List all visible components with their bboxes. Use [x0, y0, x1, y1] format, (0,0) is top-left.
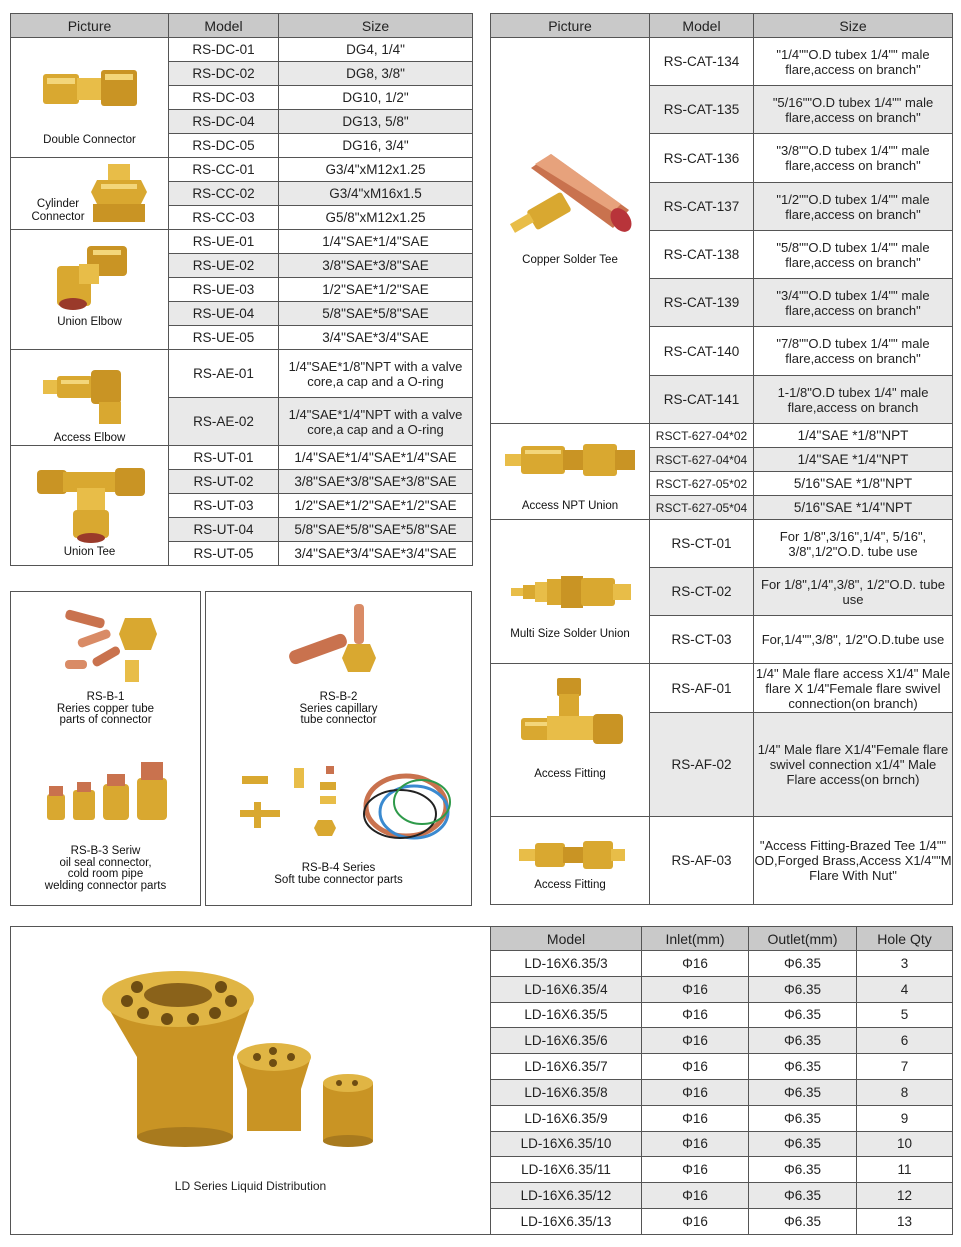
col-header-size: Size: [754, 14, 953, 38]
size-cell: DG16, 3/4": [279, 134, 473, 158]
rs-b-3-label: [11, 846, 200, 892]
size-cell: 3/4"SAE*3/4"SAE: [279, 326, 473, 350]
ld-outlet-cell: Φ6.35: [749, 1131, 857, 1157]
size-cell: "3/8""O.D tubex 1/4"" male flare,access on branch": [754, 134, 953, 183]
access-fitting-brazed-label: Access Fitting: [534, 879, 606, 891]
size-cell: G3/4"xM12x1.25: [279, 158, 473, 182]
size-cell: 1/2"SAE*1/2"SAE*1/2"SAE: [279, 494, 473, 518]
soft-tube-connector-parts-image: [236, 762, 462, 846]
size-cell: 1/4"SAE*1/8"NPT with a valve core,a cap and a O-ring: [279, 350, 473, 398]
model-cell: RS-AF-02: [650, 713, 754, 817]
ld-inlet-cell: Φ16: [642, 1028, 749, 1054]
model-cell: RS-AF-03: [650, 817, 754, 905]
size-cell: G3/4"xM16x1.5: [279, 182, 473, 206]
model-cell: RS-CAT-140: [650, 327, 754, 376]
label-line: Soft tube connector parts: [274, 873, 403, 886]
cylinder-connector-image: [83, 162, 157, 226]
model-cell: RS-CAT-139: [650, 279, 754, 327]
ld-hole-qty-cell: 6: [857, 1028, 953, 1054]
picture-double-connector: [11, 38, 169, 158]
picture-access-fitting-tee: [491, 664, 650, 817]
ld-outlet-cell: Φ6.35: [749, 1054, 857, 1080]
label-line: parts of connector: [59, 714, 152, 726]
size-cell: "1/2""O.D tubex 1/4"" male flare,access on branch": [754, 183, 953, 231]
model-cell: RSCT-627-05*04: [650, 496, 754, 520]
parts-box-right: [205, 591, 472, 906]
ld-inlet-cell: Φ16: [642, 1105, 749, 1131]
rs-b-4-label: [206, 863, 471, 886]
label-line: RS-B-3 Seriw: [70, 845, 141, 857]
model-cell: RS-AE-01: [169, 350, 279, 398]
ld-table-row: [491, 1079, 953, 1105]
model-cell: RS-DC-03: [169, 86, 279, 110]
size-cell: 5/8"SAE*5/8"SAE: [279, 302, 473, 326]
copper-tube-parts-image: [55, 600, 159, 686]
ld-hole-qty-cell: 8: [857, 1079, 953, 1105]
ld-table-row: [491, 1208, 953, 1234]
size-cell: 1/4''SAE *1/4''NPT: [754, 448, 953, 472]
access-fitting-tee-image: [517, 676, 627, 762]
model-cell: RS-DC-05: [169, 134, 279, 158]
ld-spec-table: [490, 926, 953, 1235]
ld-outlet-cell: Φ6.35: [749, 976, 857, 1002]
size-cell: 1/2"SAE*1/2"SAE: [279, 278, 473, 302]
rs-b-1-label: [11, 692, 200, 727]
ld-table-row: [491, 951, 953, 977]
ld-hole-qty-cell: 3: [857, 951, 953, 977]
ld-inlet-cell: Φ16: [642, 976, 749, 1002]
model-cell: RS-UT-04: [169, 518, 279, 542]
ld-table-row: [491, 976, 953, 1002]
ld-hole-qty-cell: 13: [857, 1208, 953, 1234]
model-cell: RS-UT-01: [169, 446, 279, 470]
ld-table-row: [491, 1157, 953, 1183]
model-cell: RS-CAT-136: [650, 134, 754, 183]
ld-table-row: [491, 1002, 953, 1028]
ld-table-row: [491, 1183, 953, 1209]
double-connector-label: Double Connector: [43, 134, 136, 146]
size-cell: 3/4"SAE*3/4"SAE*3/4"SAE: [279, 542, 473, 566]
ld-hole-qty-cell: 10: [857, 1131, 953, 1157]
model-cell: RS-DC-02: [169, 62, 279, 86]
union-tee-image: [33, 458, 149, 544]
model-cell: RS-CC-01: [169, 158, 279, 182]
size-cell: 5/8"SAE*5/8"SAE*5/8"SAE: [279, 518, 473, 542]
size-cell: "3/4""O.D tubex 1/4"" male flare,access on branch": [754, 279, 953, 327]
ld-model-cell: LD-16X6.35/7: [491, 1054, 642, 1080]
model-cell: RS-UE-05: [169, 326, 279, 350]
ld-header-inlet: Inlet(mm): [642, 927, 749, 951]
ld-hole-qty-cell: 7: [857, 1054, 953, 1080]
size-cell: 1/4" Male flare X1/4"Female flare swivel connection x1/4" Male Flare access(on brnch): [754, 713, 953, 817]
size-cell: For,1/4"",3/8", 1/2"O.D.tube use: [754, 616, 953, 664]
label-line: RS-B-2: [319, 691, 358, 703]
capillary-tube-connector-image: [284, 600, 392, 680]
ld-picture-box: [10, 926, 491, 1235]
ld-table-row: [491, 1131, 953, 1157]
size-cell: G5/8"xM12x1.25: [279, 206, 473, 230]
ld-table-row: [491, 1105, 953, 1131]
model-cell: RS-UT-03: [169, 494, 279, 518]
size-cell: 1/4"SAE*1/4"SAE*1/4"SAE: [279, 446, 473, 470]
access-fitting-label: Access Fitting: [534, 768, 606, 780]
picture-copper-solder-tee: [491, 38, 650, 424]
model-cell: RS-CT-03: [650, 616, 754, 664]
ld-inlet-cell: Φ16: [642, 1054, 749, 1080]
ld-header-model: Model: [491, 927, 642, 951]
size-cell: "1/4""O.D tubex 1/4"" male flare,access on branch": [754, 38, 953, 86]
size-cell: For 1/8",3/16",1/4", 5/16", 3/8",1/2"O.D. tube use: [754, 520, 953, 568]
ld-header-hole-qty: Hole Qty: [857, 927, 953, 951]
model-cell: RS-UE-04: [169, 302, 279, 326]
right-fittings-table: [490, 13, 953, 905]
label-line: Series capillary: [299, 702, 378, 715]
access-elbow-image: [39, 358, 143, 430]
size-cell: 1/4" Male flare access X1/4" Male flare X 1/4"Female flare swivel connection(on branch): [754, 664, 953, 713]
ld-outlet-cell: Φ6.35: [749, 1208, 857, 1234]
liquid-distributor-image: [97, 961, 387, 1161]
ld-model-cell: LD-16X6.35/13: [491, 1208, 642, 1234]
col-header-model: Model: [650, 14, 754, 38]
access-elbow-label: Access Elbow: [53, 432, 126, 444]
ld-model-cell: LD-16X6.35/4: [491, 976, 642, 1002]
model-cell: RS-UT-05: [169, 542, 279, 566]
model-cell: RS-CT-01: [650, 520, 754, 568]
label-line: Reries copper tube: [56, 702, 155, 715]
size-cell: 1/4"SAE*1/4"SAE: [279, 230, 473, 254]
ld-model-cell: LD-16X6.35/9: [491, 1105, 642, 1131]
ld-header-outlet: Outlet(mm): [749, 927, 857, 951]
picture-access-fitting-brazed: [491, 817, 650, 905]
multi-size-solder-union-image: [509, 570, 633, 614]
ld-inlet-cell: Φ16: [642, 1208, 749, 1234]
ld-hole-qty-cell: 4: [857, 976, 953, 1002]
label-line: tube connector: [300, 714, 377, 726]
model-cell: RS-UE-01: [169, 230, 279, 254]
multi-size-solder-union-label: Multi Size Solder Union: [510, 628, 630, 640]
model-cell: RS-CC-02: [169, 182, 279, 206]
ld-model-cell: LD-16X6.35/3: [491, 951, 642, 977]
model-cell: RS-CT-02: [650, 568, 754, 616]
model-cell: RS-CAT-134: [650, 38, 754, 86]
union-tee-label: Union Tee: [63, 546, 116, 558]
model-cell: RS-CAT-135: [650, 86, 754, 134]
size-cell: 1/4"SAE*1/4"NPT with a valve core,a cap and a O-ring: [279, 398, 473, 446]
ld-table-body: [491, 951, 953, 1235]
copper-solder-tee-image: [501, 148, 641, 248]
ld-table-row: [491, 1054, 953, 1080]
ld-outlet-cell: Φ6.35: [749, 1157, 857, 1183]
ld-outlet-cell: Φ6.35: [749, 1002, 857, 1028]
size-cell: DG13, 5/8": [279, 110, 473, 134]
access-npt-union-label: Access NPT Union: [521, 500, 619, 512]
model-cell: RSCT-627-04*04: [650, 448, 754, 472]
access-fitting-brazed-image: [517, 835, 627, 875]
ld-model-cell: LD-16X6.35/12: [491, 1183, 642, 1209]
size-cell: For 1/8",1/4",3/8", 1/2"O.D. tube use: [754, 568, 953, 616]
col-header-picture: Picture: [491, 14, 650, 38]
label-line: RS-B-4 Series: [301, 862, 376, 874]
model-cell: RSCT-627-04*02: [650, 424, 754, 448]
ld-table-row: [491, 1028, 953, 1054]
ld-hole-qty-cell: 12: [857, 1183, 953, 1209]
ld-outlet-cell: Φ6.35: [749, 1079, 857, 1105]
picture-union-elbow: [11, 230, 169, 350]
model-cell: RSCT-627-05*02: [650, 472, 754, 496]
ld-outlet-cell: Φ6.35: [749, 951, 857, 977]
ld-outlet-cell: Φ6.35: [749, 1028, 857, 1054]
union-elbow-label: Union Elbow: [57, 316, 122, 328]
ld-inlet-cell: Φ16: [642, 1079, 749, 1105]
col-header-model: Model: [169, 14, 279, 38]
size-cell: 1-1/8"O.D tubex 1/4" male flare,access on branch: [754, 376, 953, 424]
access-npt-union-image: [503, 438, 637, 482]
union-elbow-image: [47, 238, 137, 314]
model-cell: RS-AE-02: [169, 398, 279, 446]
ld-model-cell: LD-16X6.35/10: [491, 1131, 642, 1157]
double-connector-image: [35, 48, 145, 123]
rs-b-2-label: [206, 692, 471, 727]
size-cell: DG4, 1/4": [279, 38, 473, 62]
ld-model-cell: LD-16X6.35/8: [491, 1079, 642, 1105]
model-cell: RS-AF-01: [650, 664, 754, 713]
ld-inlet-cell: Φ16: [642, 1002, 749, 1028]
ld-inlet-cell: Φ16: [642, 1157, 749, 1183]
size-cell: "5/8""O.D tubex 1/4"" male flare,access on branch": [754, 231, 953, 279]
size-cell: 5/16''SAE *1/4''NPT: [754, 496, 953, 520]
cylinder-connector-label: Cylinder Connector: [31, 198, 85, 223]
ld-caption: LD Series Liquid Distribution: [174, 1179, 327, 1193]
size-cell: 5/16''SAE *1/8''NPT: [754, 472, 953, 496]
picture-union-tee: [11, 446, 169, 566]
label-line: oil seal connector,: [59, 856, 152, 869]
ld-outlet-cell: Φ6.35: [749, 1105, 857, 1131]
ld-hole-qty-cell: 9: [857, 1105, 953, 1131]
model-cell: RS-DC-01: [169, 38, 279, 62]
ld-model-cell: LD-16X6.35/11: [491, 1157, 642, 1183]
picture-access-elbow: [11, 350, 169, 446]
size-cell: DG8, 3/8": [279, 62, 473, 86]
size-cell: 1/4''SAE *1/8''NPT: [754, 424, 953, 448]
model-cell: RS-CAT-138: [650, 231, 754, 279]
ld-outlet-cell: Φ6.35: [749, 1183, 857, 1209]
ld-inlet-cell: Φ16: [642, 951, 749, 977]
label-line: cold room pipe: [67, 868, 144, 880]
col-header-size: Size: [279, 14, 473, 38]
model-cell: RS-CAT-141: [650, 376, 754, 424]
model-cell: RS-CAT-137: [650, 183, 754, 231]
size-cell: "Access Fitting-Brazed Tee 1/4"" OD,Forged Brass,Access X1/4""M Flare With Nut": [754, 817, 953, 905]
ld-inlet-cell: Φ16: [642, 1183, 749, 1209]
size-cell: 3/8"SAE*3/8"SAE*3/8"SAE: [279, 470, 473, 494]
ld-hole-qty-cell: 11: [857, 1157, 953, 1183]
label-line: RS-B-1: [86, 691, 125, 703]
picture-multi-size-solder-union: [491, 520, 650, 664]
size-cell: "7/8""O.D tubex 1/4"" male flare,access on branch": [754, 327, 953, 376]
ld-model-cell: LD-16X6.35/6: [491, 1028, 642, 1054]
left-fittings-table: [10, 13, 473, 566]
size-cell: "5/16""O.D tubex 1/4"" male flare,access on branch": [754, 86, 953, 134]
model-cell: RS-CC-03: [169, 206, 279, 230]
size-cell: DG10, 1/2": [279, 86, 473, 110]
col-header-picture: Picture: [11, 14, 169, 38]
model-cell: RS-UT-02: [169, 470, 279, 494]
size-cell: 3/8"SAE*3/8"SAE: [279, 254, 473, 278]
model-cell: RS-DC-04: [169, 110, 279, 134]
picture-cylinder-connector: [11, 158, 169, 230]
oil-seal-connector-image: [41, 760, 175, 826]
picture-access-npt-union: [491, 424, 650, 520]
label-line: welding connector parts: [44, 879, 167, 892]
model-cell: RS-UE-02: [169, 254, 279, 278]
parts-box-left: [10, 591, 201, 906]
copper-solder-tee-label: Copper Solder Tee: [522, 254, 618, 266]
ld-hole-qty-cell: 5: [857, 1002, 953, 1028]
ld-model-cell: LD-16X6.35/5: [491, 1002, 642, 1028]
model-cell: RS-UE-03: [169, 278, 279, 302]
ld-inlet-cell: Φ16: [642, 1131, 749, 1157]
